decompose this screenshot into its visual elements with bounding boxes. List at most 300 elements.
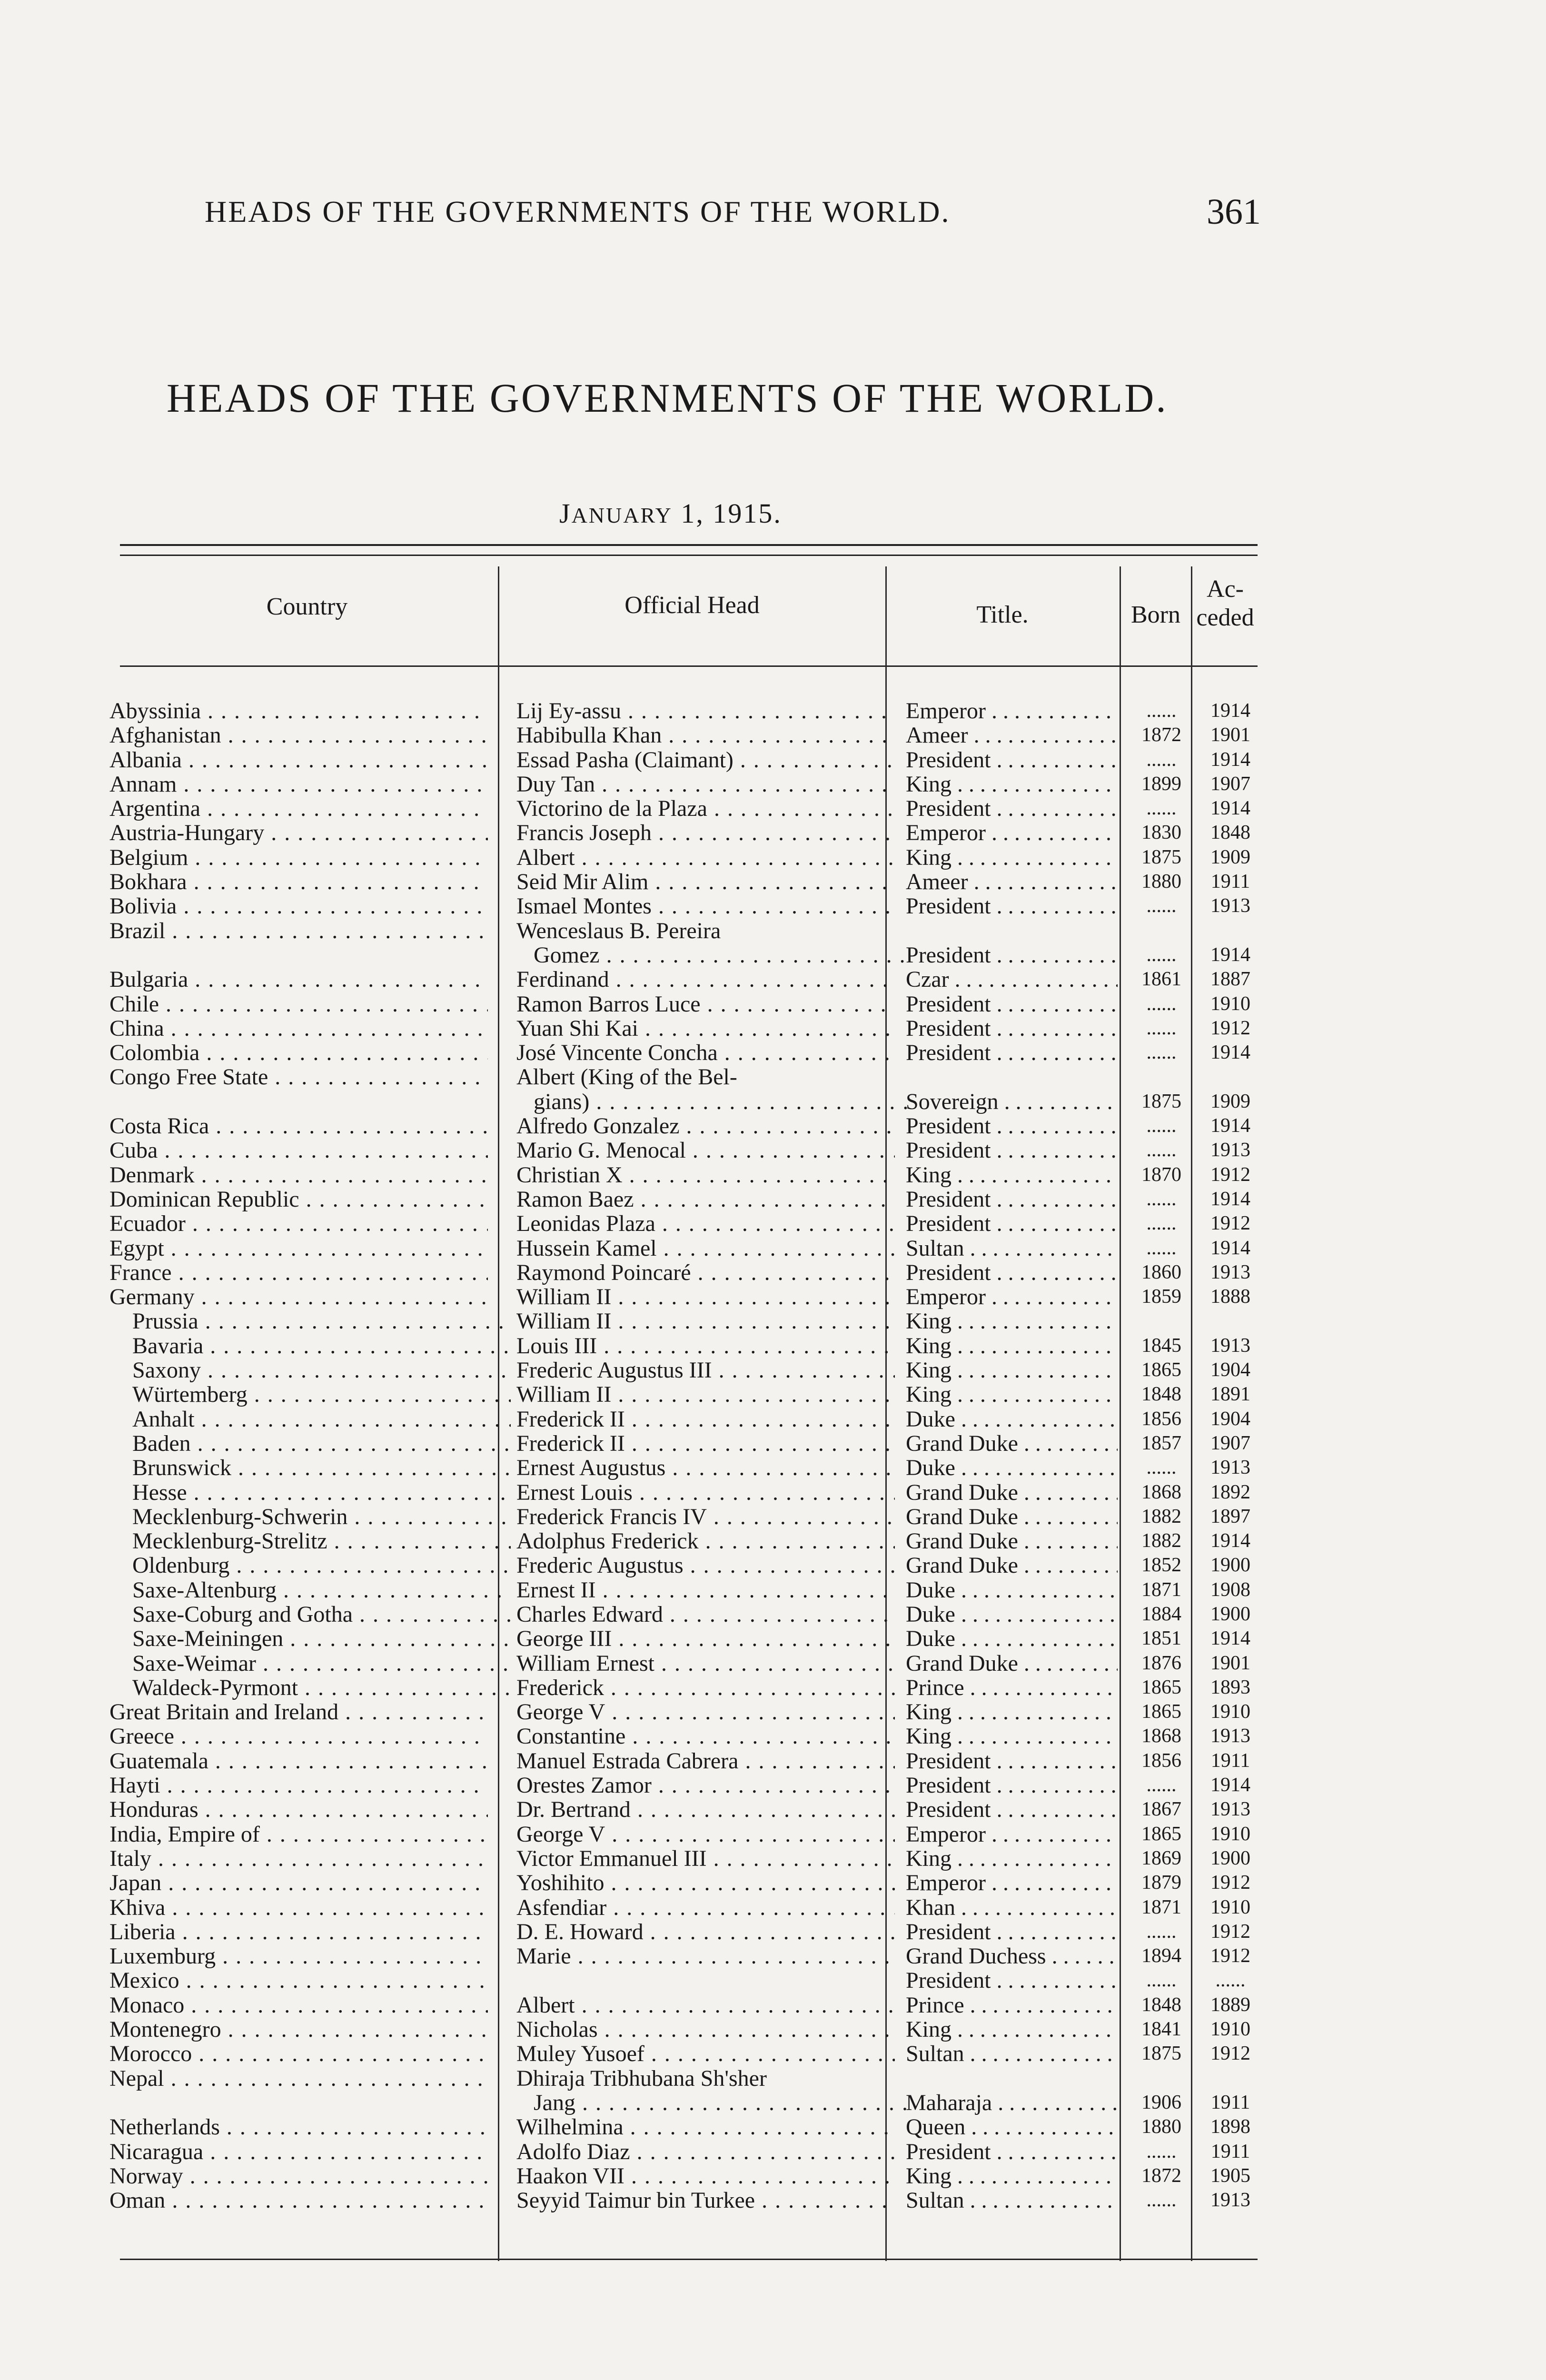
official-head-cell: Ferdinand . . . bbox=[516, 967, 895, 992]
official-head-cell: Ramon Barros Luce . . . bbox=[516, 992, 895, 1016]
table-row bbox=[107, 1724, 1269, 1748]
official-head-cell: Marie . . . bbox=[516, 1944, 895, 1968]
official-head-cell: Ernest II . . . bbox=[516, 1578, 895, 1602]
table-row bbox=[107, 1334, 1269, 1358]
born-cell: 1876 bbox=[1141, 1652, 1181, 1674]
table-row bbox=[107, 2017, 1269, 2042]
country-cell: Hayti . . . bbox=[109, 1773, 488, 1797]
born-cell: 1870 bbox=[1141, 1163, 1181, 1186]
born-cell: 1872 bbox=[1141, 724, 1181, 746]
acceded-cell: 1911 bbox=[1210, 1749, 1250, 1772]
table-row bbox=[107, 1773, 1269, 1797]
official-head-cell: George V . . . bbox=[516, 1822, 895, 1846]
country-cell: Netherlands . . . bbox=[109, 2115, 488, 2139]
born-cell: 1830 bbox=[1141, 822, 1181, 844]
born-cell: ...... bbox=[1146, 1017, 1177, 1039]
official-head-cell: Muley Yusoef . . . bbox=[516, 2042, 895, 2066]
official-head-cell: George III . . . bbox=[516, 1626, 895, 1651]
bottom-rule bbox=[120, 2259, 1258, 2260]
acceded-cell: 1848 bbox=[1210, 822, 1250, 844]
born-cell: 1875 bbox=[1141, 1090, 1181, 1112]
official-head-cell: Albert (King of the Bel- bbox=[516, 1065, 737, 1090]
born-cell: ...... bbox=[1146, 1920, 1177, 1943]
acceded-cell: 1914 bbox=[1210, 797, 1250, 820]
born-cell: 1856 bbox=[1141, 1749, 1181, 1772]
table-row bbox=[107, 1041, 1269, 1065]
acceded-cell: 1914 bbox=[1210, 700, 1250, 722]
official-head-cell: Duy Tan . . . bbox=[516, 772, 895, 796]
born-cell: ...... bbox=[1146, 1212, 1177, 1235]
table-row bbox=[107, 1529, 1269, 1553]
title-cell: King . . . bbox=[906, 1309, 1225, 1333]
header-rule bbox=[120, 665, 1258, 667]
country-cell: Liberia . . . bbox=[109, 1920, 488, 1944]
title-cell: President . . . bbox=[906, 1920, 1225, 1944]
table-row bbox=[107, 821, 1269, 845]
official-head-cell: Constantine . . . bbox=[516, 1724, 895, 1748]
official-head-cell: Lij Ey-assu . . . bbox=[516, 699, 895, 723]
acceded-cell: 1907 bbox=[1210, 773, 1250, 795]
born-cell: 1880 bbox=[1141, 2116, 1181, 2138]
table-row bbox=[107, 1456, 1269, 1480]
country-cell: Denmark . . . bbox=[109, 1163, 488, 1187]
official-head-cell: Albert . . . bbox=[516, 845, 895, 870]
born-cell: 1861 bbox=[1141, 968, 1181, 991]
official-head-cell: Wilhelmina . . . bbox=[516, 2115, 895, 2139]
title-cell: Sovereign . . . bbox=[906, 1090, 1225, 1114]
date-line: JANUARY 1, 1915. bbox=[559, 498, 782, 529]
table-row bbox=[107, 1309, 1269, 1333]
country-cell: Saxony . . . bbox=[109, 1358, 511, 1382]
title-cell: Emperor . . . bbox=[906, 1822, 1225, 1846]
born-cell: ...... bbox=[1146, 1457, 1177, 1479]
title-cell: President . . . bbox=[906, 2140, 1225, 2164]
table-row bbox=[107, 1578, 1269, 1602]
born-cell: 1882 bbox=[1141, 1505, 1181, 1527]
title-cell: King . . . bbox=[906, 772, 1225, 796]
born-cell: ...... bbox=[1146, 1774, 1177, 1796]
country-cell: Dominican Republic . . . bbox=[109, 1187, 488, 1211]
table-row bbox=[107, 1920, 1269, 1944]
title-cell: King . . . bbox=[906, 1382, 1225, 1407]
official-head-cell: Frederick II . . . bbox=[516, 1407, 895, 1431]
born-cell: 1868 bbox=[1141, 1725, 1181, 1747]
acceded-cell: 1912 bbox=[1210, 1212, 1250, 1235]
born-cell: 1848 bbox=[1141, 1383, 1181, 1406]
title-cell: Ameer . . . bbox=[906, 870, 1225, 894]
country-cell: Monaco . . . bbox=[109, 1993, 488, 2017]
born-cell: 1880 bbox=[1141, 871, 1181, 893]
country-cell: Saxe-Coburg and Gotha . . . bbox=[109, 1602, 511, 1626]
born-cell: ...... bbox=[1146, 1969, 1177, 1992]
country-cell: Saxe-Altenburg . . . bbox=[109, 1578, 511, 1602]
born-cell: ...... bbox=[1146, 1139, 1177, 1161]
country-cell: Honduras . . . bbox=[109, 1797, 488, 1822]
official-head-cell: Yoshihito . . . bbox=[516, 1871, 895, 1895]
title-cell: President . . . bbox=[906, 1016, 1225, 1041]
country-cell: Montenegro . . . bbox=[109, 2017, 488, 2042]
table-row bbox=[107, 919, 1269, 943]
country-cell: Saxe-Weimar . . . bbox=[109, 1651, 511, 1676]
official-head-cell: Ismael Montes . . . bbox=[516, 894, 895, 918]
country-cell: Prussia . . . bbox=[109, 1309, 511, 1333]
title-cell: King . . . bbox=[906, 1358, 1225, 1382]
acceded-cell: 1888 bbox=[1210, 1286, 1250, 1308]
acceded-cell: 1912 bbox=[1210, 1017, 1250, 1039]
country-cell: Chile . . . bbox=[109, 992, 488, 1016]
country-cell: Würtemberg . . . bbox=[109, 1382, 511, 1407]
title-cell: Emperor . . . bbox=[906, 699, 1225, 723]
country-cell: Egypt . . . bbox=[109, 1236, 488, 1260]
acceded-cell: 1911 bbox=[1210, 2140, 1250, 2162]
title-cell: President . . . bbox=[906, 1114, 1225, 1138]
country-cell: Mecklenburg-Schwerin . . . bbox=[109, 1505, 511, 1529]
table-row bbox=[107, 2066, 1269, 2091]
born-cell: 1859 bbox=[1141, 1286, 1181, 1308]
table-row bbox=[107, 1382, 1269, 1407]
title-cell: Grand Duke . . . bbox=[906, 1505, 1225, 1529]
acceded-cell: 1913 bbox=[1210, 895, 1250, 917]
country-cell: Waldeck-Pyrmont . . . bbox=[109, 1676, 511, 1700]
official-head-cell: Charles Edward . . . bbox=[516, 1602, 895, 1626]
official-head-cell: Adolfo Diaz . . . bbox=[516, 2140, 895, 2164]
table-row bbox=[107, 1871, 1269, 1895]
country-cell: Argentina . . . bbox=[109, 796, 488, 821]
country-cell: Germany . . . bbox=[109, 1285, 488, 1309]
title-cell: President . . . bbox=[906, 1968, 1225, 1993]
country-cell: Congo Free State . . . bbox=[109, 1065, 488, 1089]
table-row bbox=[107, 845, 1269, 870]
official-head-cell: Victor Emmanuel III . . . bbox=[516, 1846, 895, 1871]
acceded-cell: 1900 bbox=[1210, 1847, 1250, 1869]
official-head-cell: D. E. Howard . . . bbox=[516, 1920, 895, 1944]
country-cell: Mexico . . . bbox=[109, 1968, 488, 1993]
country-cell: Bolivia . . . bbox=[109, 894, 488, 918]
title-cell: Duke . . . bbox=[906, 1578, 1225, 1602]
country-cell: Great Britain and Ireland . . . bbox=[109, 1700, 488, 1724]
table-row bbox=[107, 1993, 1269, 2017]
country-cell: Norway . . . bbox=[109, 2164, 488, 2188]
table-row bbox=[107, 1797, 1269, 1822]
table-row bbox=[107, 1651, 1269, 1676]
title-cell: Grand Duke . . . bbox=[906, 1651, 1225, 1676]
table-row bbox=[107, 1895, 1269, 1920]
page-title: HEADS OF THE GOVERNMENTS OF THE WORLD. bbox=[167, 375, 1168, 421]
official-head-cell: Raymond Poincaré . . . bbox=[516, 1260, 895, 1285]
acceded-cell: 1911 bbox=[1210, 2091, 1250, 2113]
acceded-cell: 1904 bbox=[1210, 1408, 1250, 1430]
born-cell: 1894 bbox=[1141, 1945, 1181, 1967]
acceded-cell: 1909 bbox=[1210, 846, 1250, 868]
table-row bbox=[107, 1944, 1269, 1968]
official-head-cell: Christian X . . . bbox=[516, 1163, 895, 1187]
title-cell: President . . . bbox=[906, 1260, 1225, 1285]
official-head-cell: William II . . . bbox=[516, 1382, 895, 1407]
title-cell: President . . . bbox=[906, 1211, 1225, 1236]
country-cell: Oldenburg . . . bbox=[109, 1553, 511, 1577]
acceded-cell: 1912 bbox=[1210, 1163, 1250, 1186]
country-cell: France . . . bbox=[109, 1260, 488, 1285]
title-cell: Khan . . . bbox=[906, 1895, 1225, 1920]
born-cell: 1899 bbox=[1141, 773, 1181, 795]
country-cell: Bokhara . . . bbox=[109, 870, 488, 894]
acceded-cell: 1901 bbox=[1210, 1652, 1250, 1674]
table-row bbox=[107, 1407, 1269, 1431]
country-cell: Brazil . . . bbox=[109, 919, 488, 943]
country-cell: Nepal . . . bbox=[109, 2066, 488, 2091]
acceded-cell: 1908 bbox=[1210, 1578, 1250, 1601]
country-cell: Albania . . . bbox=[109, 748, 488, 772]
title-cell: President . . . bbox=[906, 1041, 1225, 1065]
official-head-cell: Frederick . . . bbox=[516, 1676, 895, 1700]
table-row bbox=[107, 1553, 1269, 1577]
acceded-cell: 1909 bbox=[1210, 1090, 1250, 1112]
born-cell: 1869 bbox=[1141, 1847, 1181, 1869]
country-cell: Belgium . . . bbox=[109, 845, 488, 870]
title-cell: Czar . . . bbox=[906, 967, 1225, 992]
title-cell: Sultan . . . bbox=[906, 2188, 1225, 2212]
table-row bbox=[107, 1114, 1269, 1138]
table-row bbox=[107, 2042, 1269, 2066]
country-cell: Nicaragua . . . bbox=[109, 2140, 488, 2164]
title-cell: Sultan . . . bbox=[906, 2042, 1225, 2066]
born-cell: 1865 bbox=[1141, 1359, 1181, 1381]
table-row bbox=[107, 1138, 1269, 1162]
title-cell: King . . . bbox=[906, 1846, 1225, 1871]
title-cell: Ameer . . . bbox=[906, 723, 1225, 747]
acceded-cell: 1913 bbox=[1210, 1457, 1250, 1479]
title-cell: King . . . bbox=[906, 1700, 1225, 1724]
title-cell: President . . . bbox=[906, 894, 1225, 918]
table-row bbox=[107, 1822, 1269, 1846]
born-cell: ...... bbox=[1146, 748, 1177, 771]
official-head-cell: Gomez . . . bbox=[516, 943, 912, 967]
title-cell: President . . . bbox=[906, 1773, 1225, 1797]
table-row bbox=[107, 2164, 1269, 2188]
table-row bbox=[107, 1236, 1269, 1260]
country-cell: China . . . bbox=[109, 1016, 488, 1041]
column-header-official-head: Official Head bbox=[624, 592, 760, 619]
official-head-cell: Ernest Louis . . . bbox=[516, 1480, 895, 1505]
born-cell: ...... bbox=[1146, 797, 1177, 820]
country-cell: Anhalt . . . bbox=[109, 1407, 511, 1431]
acceded-cell: 1913 bbox=[1210, 1798, 1250, 1821]
table-row bbox=[107, 1968, 1269, 1993]
born-cell: 1868 bbox=[1141, 1481, 1181, 1503]
table-row bbox=[107, 2188, 1269, 2212]
born-cell: 1872 bbox=[1141, 2164, 1181, 2187]
acceded-cell: 1911 bbox=[1210, 871, 1250, 893]
table-row bbox=[107, 1626, 1269, 1651]
official-head-cell: Hussein Kamel . . . bbox=[516, 1236, 895, 1260]
table-row bbox=[107, 1211, 1269, 1236]
official-head-cell: Haakon VII . . . bbox=[516, 2164, 895, 2188]
title-cell: President . . . bbox=[906, 748, 1225, 772]
official-head-cell: José Vincente Concha . . . bbox=[516, 1041, 895, 1065]
acceded-cell: 1900 bbox=[1210, 1554, 1250, 1577]
column-header-title: Title. bbox=[976, 601, 1029, 628]
country-cell: Japan . . . bbox=[109, 1871, 488, 1895]
acceded-cell: 1913 bbox=[1210, 1139, 1250, 1161]
born-cell: ...... bbox=[1146, 1041, 1177, 1064]
born-cell: 1867 bbox=[1141, 1798, 1181, 1821]
country-cell: Oman . . . bbox=[109, 2188, 488, 2212]
acceded-cell: 1900 bbox=[1210, 1603, 1250, 1625]
country-cell: Luxemburg . . . bbox=[109, 1944, 488, 1968]
country-cell: Hesse . . . bbox=[109, 1480, 511, 1505]
official-head-cell: Nicholas . . . bbox=[516, 2017, 895, 2042]
official-head-cell: George V . . . bbox=[516, 1700, 895, 1724]
table-row bbox=[107, 1358, 1269, 1382]
acceded-cell: 1913 bbox=[1210, 1725, 1250, 1747]
acceded-cell: 1914 bbox=[1210, 943, 1250, 966]
title-cell: King . . . bbox=[906, 1724, 1225, 1748]
born-cell: 1852 bbox=[1141, 1554, 1181, 1577]
country-cell: Baden . . . bbox=[109, 1431, 511, 1456]
born-cell: 1860 bbox=[1141, 1261, 1181, 1283]
title-cell: Emperor . . . bbox=[906, 1871, 1225, 1895]
acceded-cell: 1910 bbox=[1210, 992, 1250, 1015]
born-cell: ...... bbox=[1146, 943, 1177, 966]
title-cell: President . . . bbox=[906, 1749, 1225, 1773]
born-cell: ...... bbox=[1146, 700, 1177, 722]
born-cell: ...... bbox=[1146, 2189, 1177, 2211]
official-head-cell: Manuel Estrada Cabrera . . . bbox=[516, 1749, 895, 1773]
government-table bbox=[107, 699, 1269, 2212]
top-rule-inner bbox=[120, 555, 1258, 556]
page-number: 361 bbox=[1207, 192, 1261, 232]
title-cell: Emperor . . . bbox=[906, 1285, 1225, 1309]
table-row bbox=[107, 1260, 1269, 1285]
table-row bbox=[107, 772, 1269, 796]
official-head-cell: Essad Pasha (Claimant) . . . bbox=[516, 748, 895, 772]
acceded-cell: 1891 bbox=[1210, 1383, 1250, 1406]
official-head-cell: William Ernest . . . bbox=[516, 1651, 895, 1676]
country-cell: Ecuador . . . bbox=[109, 1211, 488, 1236]
acceded-cell: 1914 bbox=[1210, 1237, 1250, 1259]
official-head-cell: Mario G. Menocal . . . bbox=[516, 1138, 895, 1162]
born-cell: 1848 bbox=[1141, 1993, 1181, 2016]
acceded-cell: 1914 bbox=[1210, 1530, 1250, 1552]
table-row bbox=[107, 992, 1269, 1016]
title-cell: Sultan . . . bbox=[906, 1236, 1225, 1260]
title-cell: King . . . bbox=[906, 1334, 1225, 1358]
table-row bbox=[107, 796, 1269, 821]
title-cell: King . . . bbox=[906, 1163, 1225, 1187]
acceded-cell: 1907 bbox=[1210, 1432, 1250, 1454]
acceded-cell: 1912 bbox=[1210, 1920, 1250, 1943]
table-row bbox=[107, 1480, 1269, 1505]
top-rule bbox=[120, 544, 1258, 546]
official-head-cell: Habibulla Khan . . . bbox=[516, 723, 895, 747]
country-cell: Costa Rica . . . bbox=[109, 1114, 488, 1138]
title-cell: President . . . bbox=[906, 943, 1225, 967]
official-head-cell: Victorino de la Plaza . . . bbox=[516, 796, 895, 821]
acceded-cell: 1914 bbox=[1210, 1188, 1250, 1210]
official-head-cell: Yuan Shi Kai . . . bbox=[516, 1016, 895, 1041]
country-cell: Cuba . . . bbox=[109, 1138, 488, 1162]
table-row bbox=[107, 699, 1269, 723]
born-cell: 1871 bbox=[1141, 1896, 1181, 1918]
title-cell: Duke . . . bbox=[906, 1456, 1225, 1480]
official-head-cell: Leonidas Plaza . . . bbox=[516, 1211, 895, 1236]
acceded-cell: 1893 bbox=[1210, 1676, 1250, 1698]
country-cell: India, Empire of . . . bbox=[109, 1822, 488, 1846]
acceded-cell: ...... bbox=[1215, 1969, 1246, 1992]
born-cell: 1851 bbox=[1141, 1627, 1181, 1650]
title-cell: President . . . bbox=[906, 796, 1225, 821]
born-cell: ...... bbox=[1146, 1115, 1177, 1137]
table-row bbox=[107, 894, 1269, 918]
official-head-cell: Frederic Augustus III . . . bbox=[516, 1358, 895, 1382]
country-cell: Colombia . . . bbox=[109, 1041, 488, 1065]
country-cell: Abyssinia . . . bbox=[109, 699, 488, 723]
official-head-cell: Dhiraja Tribhubana Sh'sher bbox=[516, 2066, 767, 2091]
official-head-cell: Seid Mir Alim . . . bbox=[516, 870, 895, 894]
born-cell: 1856 bbox=[1141, 1408, 1181, 1430]
official-head-cell: William II . . . bbox=[516, 1285, 895, 1309]
table-row bbox=[107, 1016, 1269, 1041]
title-cell: Grand Duke . . . bbox=[906, 1480, 1225, 1505]
acceded-cell: 1912 bbox=[1210, 1945, 1250, 1967]
country-cell: Bavaria . . . bbox=[109, 1334, 511, 1358]
official-head-cell: Asfendiar . . . bbox=[516, 1895, 895, 1920]
title-cell: Grand Duke . . . bbox=[906, 1431, 1225, 1456]
country-cell: Greece . . . bbox=[109, 1724, 488, 1748]
title-cell: King . . . bbox=[906, 845, 1225, 870]
table-row bbox=[107, 1285, 1269, 1309]
country-cell: Mecklenburg-Strelitz . . . bbox=[109, 1529, 511, 1553]
table-row bbox=[107, 1065, 1269, 1089]
title-cell: Grand Duchess . . . bbox=[906, 1944, 1225, 1968]
title-cell: President . . . bbox=[906, 1797, 1225, 1822]
official-head-cell: Jang . . . bbox=[516, 2091, 912, 2115]
table-row bbox=[107, 1602, 1269, 1626]
table-row bbox=[107, 1163, 1269, 1187]
country-cell: Austria-Hungary . . . bbox=[109, 821, 488, 845]
title-cell: Duke . . . bbox=[906, 1407, 1225, 1431]
acceded-cell: 1897 bbox=[1210, 1505, 1250, 1527]
table-row bbox=[107, 2140, 1269, 2164]
country-cell: Saxe-Meiningen . . . bbox=[109, 1626, 511, 1651]
born-cell: 1845 bbox=[1141, 1334, 1181, 1357]
born-cell: 1865 bbox=[1141, 1823, 1181, 1845]
acceded-cell: 1887 bbox=[1210, 968, 1250, 991]
table-row bbox=[107, 1749, 1269, 1773]
table-row bbox=[107, 870, 1269, 894]
title-cell: Grand Duke . . . bbox=[906, 1529, 1225, 1553]
country-cell: Brunswick . . . bbox=[109, 1456, 511, 1480]
column-header-acceded: Ac- ceded bbox=[1196, 575, 1254, 631]
born-cell: 1857 bbox=[1141, 1432, 1181, 1454]
table-row bbox=[107, 943, 1269, 967]
born-cell: 1882 bbox=[1141, 1530, 1181, 1552]
title-cell: Grand Duke . . . bbox=[906, 1553, 1225, 1577]
born-cell: ...... bbox=[1146, 895, 1177, 917]
born-cell: 1884 bbox=[1141, 1603, 1181, 1625]
acceded-cell: 1913 bbox=[1210, 1261, 1250, 1283]
title-cell: Prince . . . bbox=[906, 1676, 1225, 1700]
table-row bbox=[107, 1187, 1269, 1211]
acceded-cell: 1910 bbox=[1210, 1896, 1250, 1918]
born-cell: 1906 bbox=[1141, 2091, 1181, 2113]
table-row bbox=[107, 1700, 1269, 1724]
title-cell: Maharaja . . . bbox=[906, 2091, 1225, 2115]
born-cell: 1871 bbox=[1141, 1578, 1181, 1601]
acceded-cell: 1901 bbox=[1210, 724, 1250, 746]
official-head-cell: gians) . . . bbox=[516, 1090, 912, 1114]
title-cell: Duke . . . bbox=[906, 1602, 1225, 1626]
